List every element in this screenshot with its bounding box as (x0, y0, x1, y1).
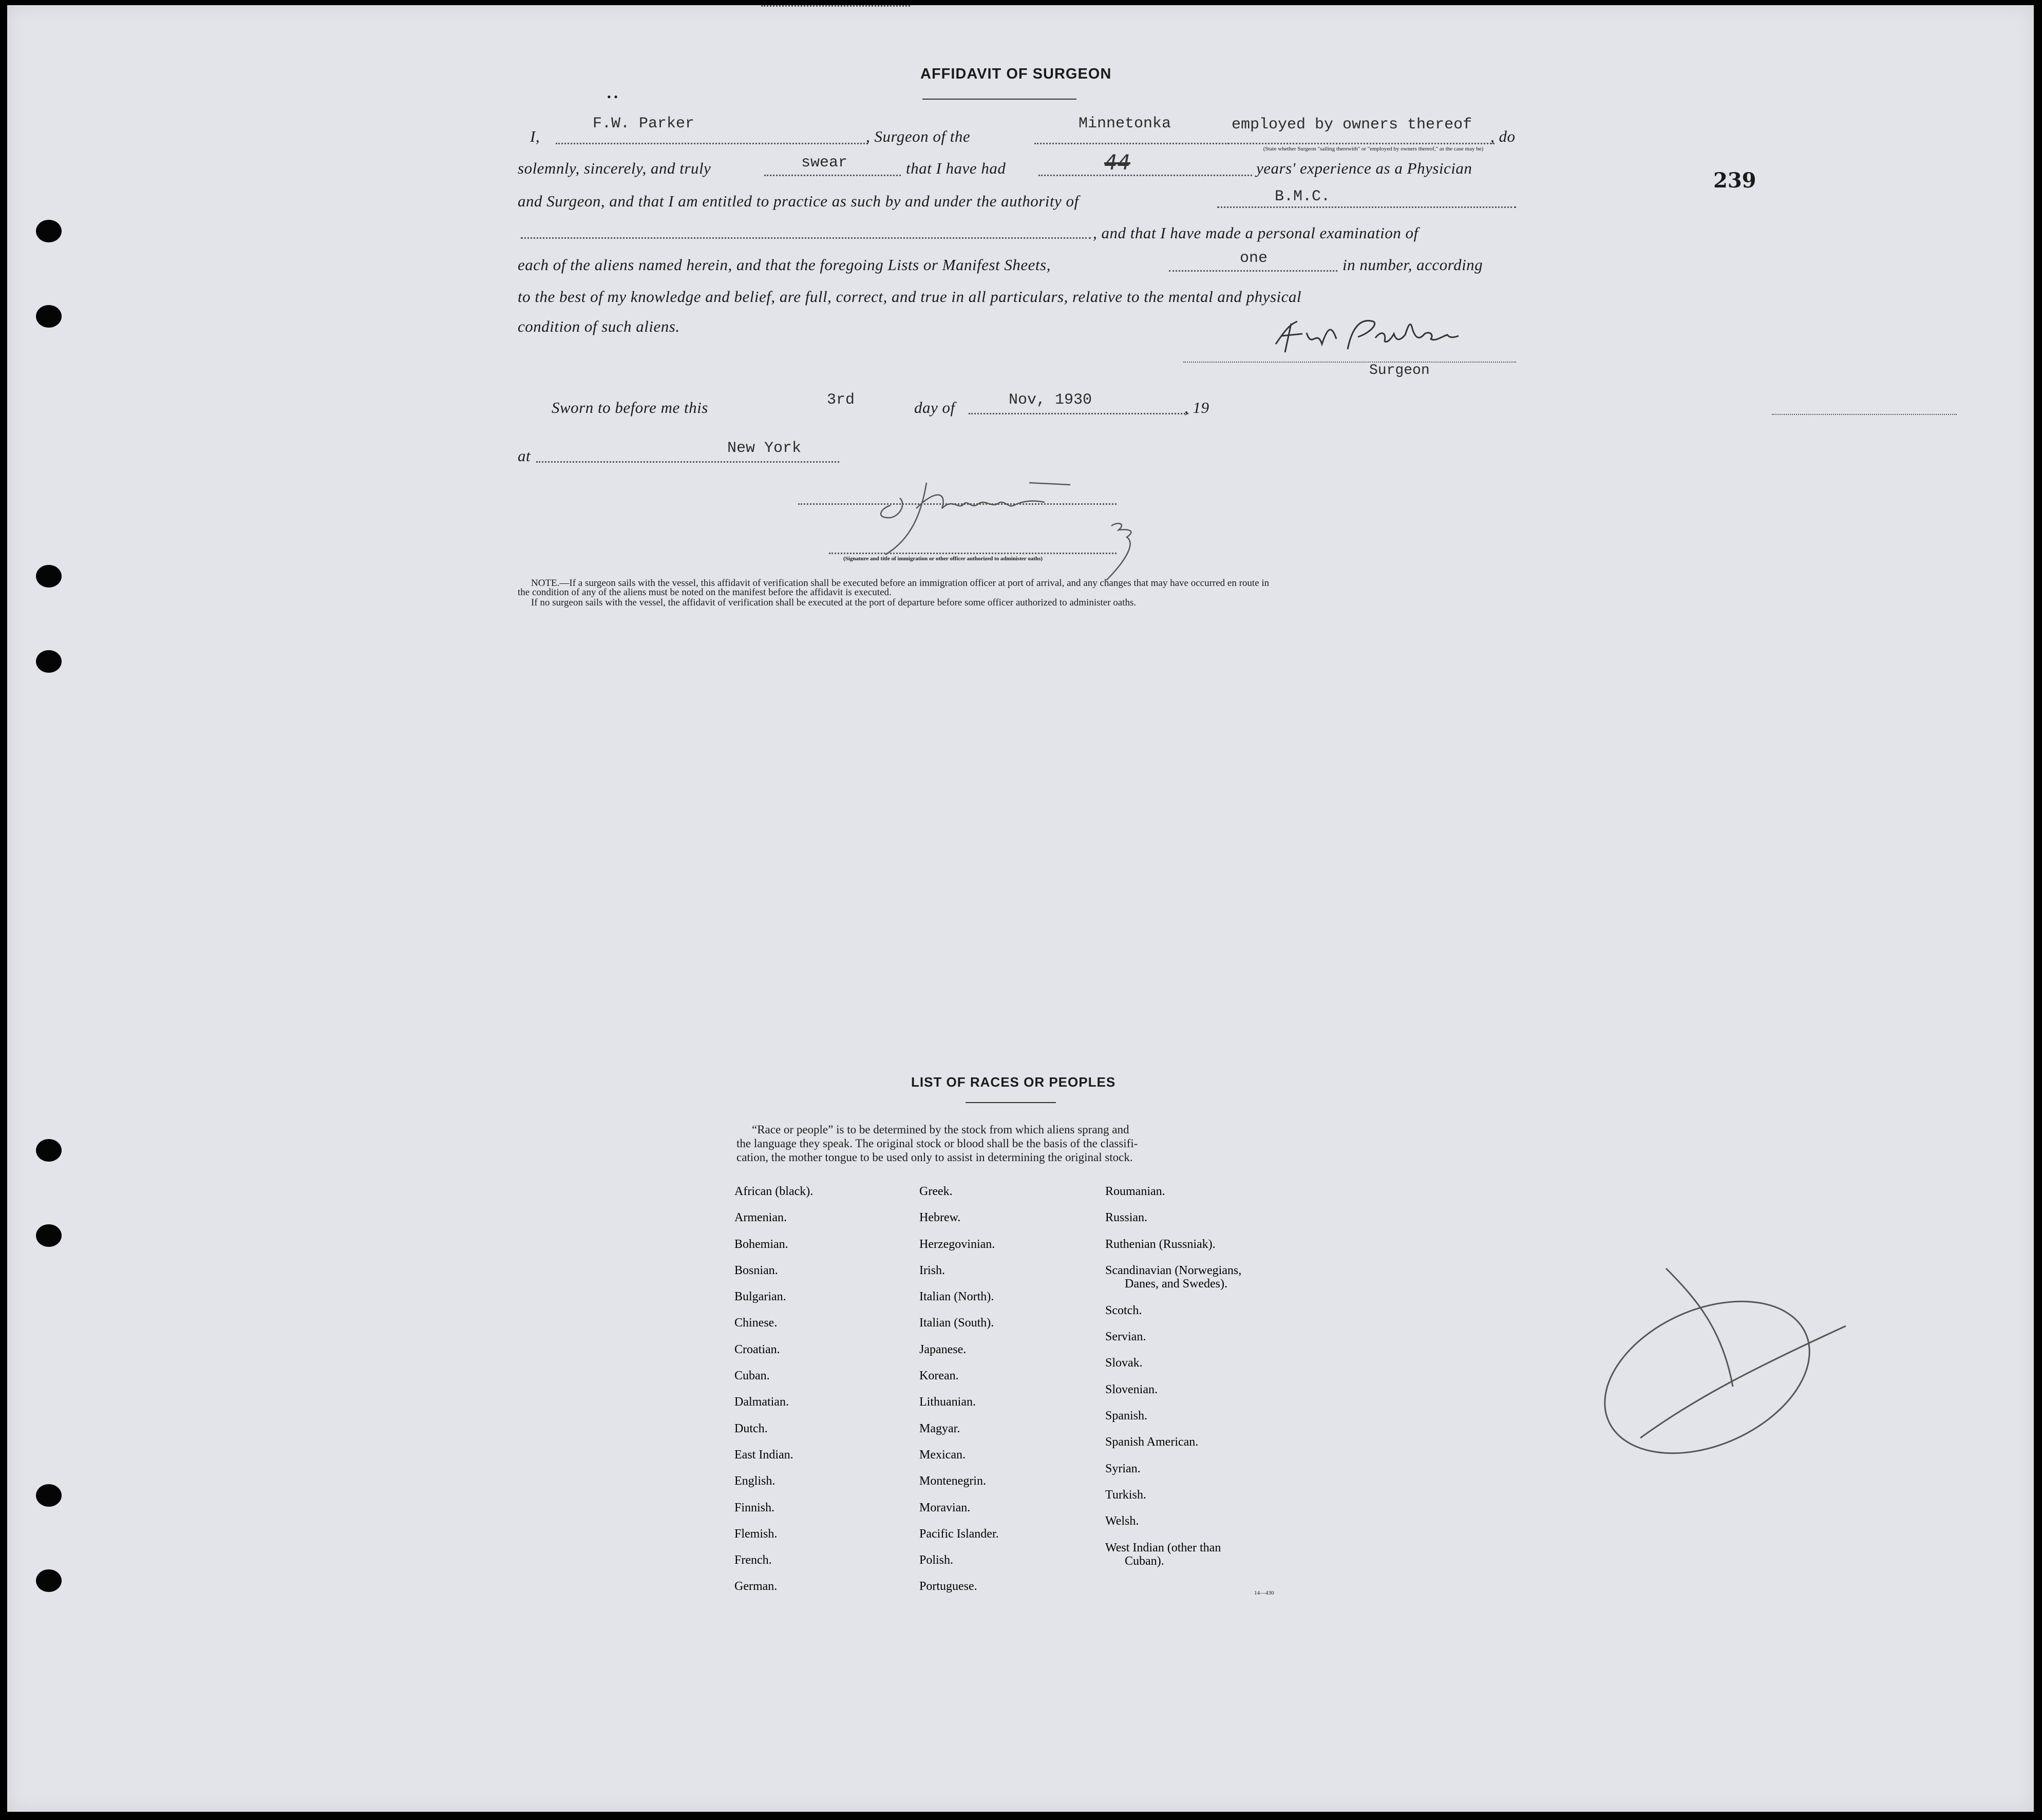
note-line3: If no surgeon sails with the vessel, the affidavit of verification shall be executed at the port of departure before some officer authorized to administer oaths. (531, 597, 1137, 608)
race-item: Greek. (919, 1185, 953, 1198)
officer-signature (870, 472, 1178, 591)
line5-suffix: in number, according (1343, 256, 1483, 274)
umlaut-marks: • • (607, 90, 618, 103)
surgeon-name-value: F.W. Parker (593, 115, 695, 132)
race-item: Italian (North). (919, 1290, 994, 1304)
races-intro-line2: the language they speak. The original stock or blood shall be the basis of the classifi- (736, 1137, 1138, 1150)
officer-caption: (Signature and title of immigration or other officer authorized to administer oaths) (843, 556, 1043, 562)
race-item: Polish. (919, 1553, 954, 1567)
line1-suffix: , do (1490, 127, 1516, 145)
race-item: Finnish. (734, 1501, 775, 1514)
manifest-page (7, 5, 2034, 1812)
races-column-3 (1105, 1185, 1241, 1581)
surgeon-signature-line (1183, 362, 1516, 363)
race-item: Slovak. (1105, 1356, 1143, 1370)
margin-rule (1772, 414, 1957, 415)
sworn-day-value: 3rd (827, 391, 855, 409)
race-item: Dutch. (734, 1421, 768, 1435)
race-item: Japanese. (919, 1342, 967, 1356)
binder-hole (36, 650, 62, 673)
surgeon-signature (1271, 308, 1486, 359)
race-item: Mexican. (919, 1448, 966, 1462)
race-item: Croatian. (734, 1342, 780, 1356)
title-underline (922, 99, 1076, 100)
line3-prefix: and Surgeon, and that I am entitled to practice as such by and under the authority of (518, 192, 1079, 210)
years-field-line (1038, 175, 1252, 176)
race-item: Scotch. (1105, 1303, 1142, 1317)
year-prefix: , 19 (1184, 399, 1209, 416)
line1-prefix: I, (530, 127, 540, 145)
race-item: Chinese. (734, 1316, 778, 1330)
race-item: Hebrew. (919, 1211, 961, 1225)
note-line1: NOTE.—If a surgeon sails with the vessel, this affidavit of verification shall be executed before an immigration officer at port of arrival, and any changes that may have occurred en route in (531, 578, 1270, 589)
authority-continued-line (521, 237, 1091, 239)
race-item: Turkish. (1105, 1488, 1146, 1502)
race-item: French. (734, 1553, 772, 1567)
race-item: Welsh. (1105, 1514, 1139, 1528)
place-prefix: at (518, 447, 531, 465)
affidavit-title: AFFIDAVIT OF SURGEON (920, 66, 1112, 82)
officer-signature-line-upper (798, 503, 1117, 505)
race-item: Bosnian. (734, 1263, 778, 1277)
race-item: Lithuanian. (919, 1395, 976, 1409)
race-item: Montenegrin. (919, 1474, 986, 1488)
sheet-count-field-line (1169, 270, 1337, 272)
line2-middle: that I have had (906, 159, 1006, 177)
race-item: Pacific Islander. (919, 1527, 999, 1541)
sheet-count-value: one (1240, 250, 1268, 267)
race-item: Magyar. (919, 1421, 960, 1435)
binder-hole (36, 220, 62, 242)
race-item: Cuban). (1125, 1554, 1164, 1568)
line7-text: condition of such aliens. (518, 317, 680, 335)
line5-prefix: each of the aliens named herein, and that the foregoing Lists or Manifest Sheets, (518, 256, 1051, 274)
vessel-field-line (1034, 143, 1233, 144)
race-item: German. (734, 1580, 778, 1594)
race-item: English. (734, 1474, 776, 1488)
month-field-line (969, 413, 1188, 414)
race-item: Cuban. (734, 1369, 770, 1383)
note-line2: the condition of any of the aliens must be noted on the manifest before the affidavit is executed. (518, 587, 892, 598)
race-item: African (black). (734, 1185, 814, 1198)
race-item: Scandinavian (Norwegians, (1105, 1263, 1242, 1277)
line2-suffix: years' experience as a Physician (1256, 159, 1472, 177)
capacity-hint: (State whether Surgeon "sailing therewith" or "employed by owners thereof," as the case may be) (1263, 146, 1484, 152)
sworn-month-value: Nov, 1930 (1009, 391, 1092, 409)
races-title: LIST OF RACES OR PEOPLES (911, 1074, 1116, 1090)
binder-hole (36, 305, 62, 328)
binder-hole (36, 1484, 62, 1507)
races-title-underline (966, 1102, 1056, 1103)
race-item: Portuguese. (919, 1580, 977, 1594)
place-value: New York (727, 440, 802, 457)
oath-field-line (764, 175, 901, 176)
race-item: Korean. (919, 1369, 959, 1383)
race-item: Russian. (1105, 1211, 1148, 1225)
pencil-check-mark (1594, 1268, 1830, 1484)
race-item: Armenian. (734, 1211, 787, 1225)
binder-hole (36, 1569, 62, 1592)
line2-prefix: solemnly, sincerely, and truly (518, 159, 711, 177)
line4-text: , and that I have made a personal examination of (1093, 224, 1419, 242)
surgeon-capacity-value: employed by owners thereof (1232, 116, 1472, 134)
officer-signature-line (829, 553, 1117, 554)
day-field-line (761, 5, 910, 7)
surgeon-of-label: , Surgeon of the (866, 127, 971, 145)
races-column-1 (734, 1185, 813, 1607)
capacity-field-line (1227, 143, 1495, 144)
race-item: West Indian (other than (1105, 1541, 1221, 1554)
race-item: Bohemian. (734, 1237, 788, 1251)
race-item: Servian. (1105, 1330, 1146, 1344)
race-item: Italian (South). (919, 1316, 994, 1330)
race-item: Spanish. (1105, 1409, 1148, 1423)
race-item: Moravian. (919, 1501, 971, 1514)
sworn-prefix: Sworn to before me this (552, 399, 708, 416)
race-item: Flemish. (734, 1527, 778, 1541)
race-item: Slovenian. (1105, 1382, 1158, 1396)
races-intro-line3: cation, the mother tongue to be used only to assist in determining the original stock. (736, 1151, 1133, 1164)
vessel-name-value: Minnetonka (1079, 115, 1171, 132)
line6-text: to the best of my knowledge and belief, are full, correct, and true in all particulars, relative to the mental and physical (518, 288, 1301, 306)
race-item: Roumanian. (1105, 1185, 1165, 1198)
oath-value: swear (801, 154, 848, 172)
authority-field-line (1217, 206, 1516, 208)
name-field-line (556, 143, 868, 144)
race-item: Irish. (919, 1263, 945, 1277)
race-item: Bulgarian. (734, 1290, 786, 1304)
day-of-label: day of (914, 399, 955, 416)
years-value: 44 (1104, 151, 1130, 175)
race-item: Danes, and Swedes). (1125, 1277, 1227, 1291)
binder-hole (36, 1224, 62, 1247)
race-item: Spanish American. (1105, 1435, 1199, 1449)
race-item: East Indian. (734, 1448, 793, 1462)
races-intro-line1: “Race or people” is to be determined by the stock from which aliens sprang and (752, 1123, 1129, 1136)
authority-value: B.M.C. (1275, 188, 1331, 205)
form-number: 14—430 (1254, 1590, 1274, 1596)
surgeon-label: Surgeon (1369, 363, 1430, 378)
race-item: Syrian. (1105, 1462, 1141, 1475)
race-item: Herzegovinian. (919, 1237, 995, 1251)
binder-hole (36, 1139, 62, 1162)
race-item: Ruthenian (Russniak). (1105, 1237, 1216, 1251)
page-number: 239 (1713, 168, 1756, 193)
race-item: Dalmatian. (734, 1395, 789, 1409)
binder-hole (36, 565, 62, 587)
place-field-line (536, 461, 839, 463)
races-column-2 (919, 1185, 999, 1607)
